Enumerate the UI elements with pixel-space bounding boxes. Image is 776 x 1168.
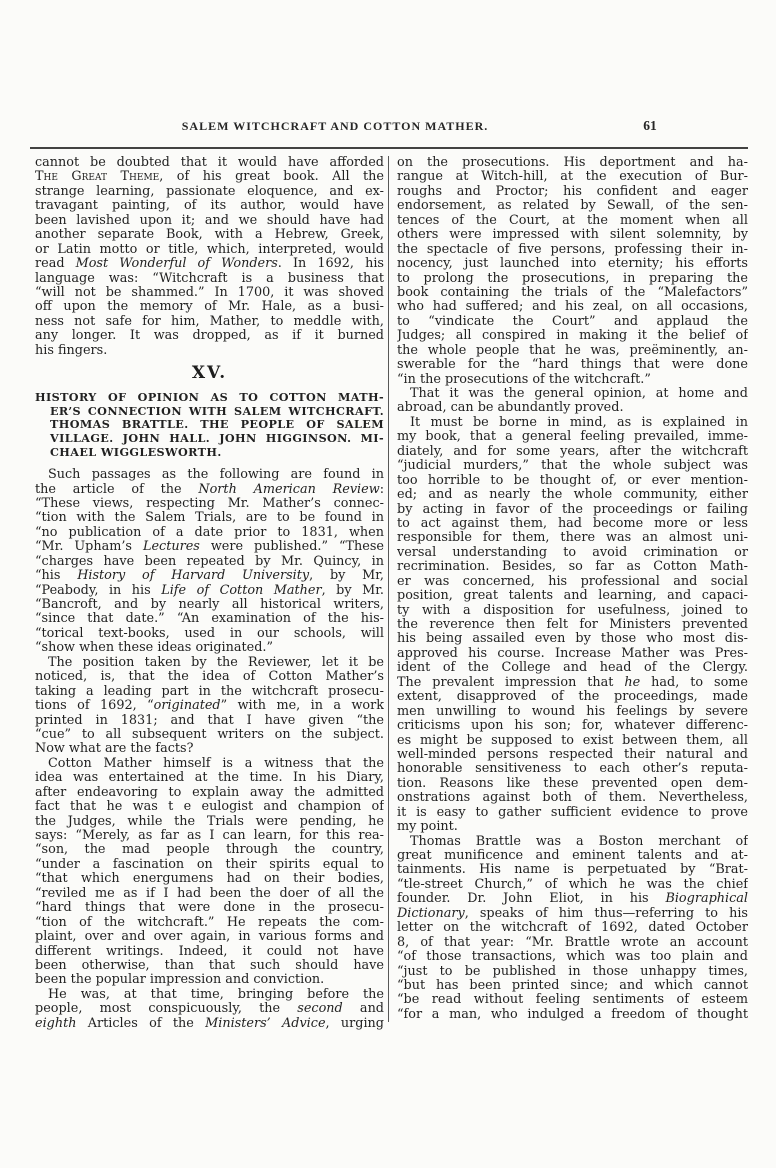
italic-text: Dictionary — [397, 906, 465, 921]
text-line: “judicial murders,” that the whole subject was — [397, 459, 748, 474]
italic-text: originated — [153, 699, 221, 714]
text-line: tainments. His name is perpetuated by “Brat- — [397, 863, 748, 878]
right-column — [397, 156, 748, 1031]
text-line: ty with a disposition for usefulness, joined to — [397, 603, 748, 618]
text-line: tions of 1692, “originated” with me, in a work — [35, 699, 384, 714]
text-line: to prolong the prosecutions, in preparing the — [397, 271, 748, 286]
text-line: The position taken by the Reviewer, let it be — [48, 655, 384, 670]
text-line: the spectacle of five persons, professing their in- — [397, 242, 748, 257]
text-line: “be read without feeling sentiments of esteem — [397, 993, 748, 1008]
italic-text: Lectures — [142, 540, 200, 555]
text-line: “tle-street Church,” of which he was the chief — [397, 877, 748, 892]
text-line: another separate Book, with a Hebrew, Greek, — [35, 228, 384, 243]
text-line: eighth Articles of the Ministers’ Advice, urging — [35, 1016, 384, 1031]
left-column — [35, 156, 384, 1031]
text-line: “in the prosecutions of the witchcraft.” — [397, 372, 651, 387]
text-line: endorsement, as related by Sewall, of the sen- — [397, 199, 748, 214]
text-line: his fingers. — [35, 343, 108, 358]
text-line: “his History of Harvard University, by Mr, — [35, 569, 384, 584]
italic-text: he — [624, 675, 641, 690]
italic-text: Most Wonderful of Wonders — [75, 257, 278, 272]
text-line: HISTORY OF OPINION AS TO COTTON MATH- — [35, 391, 384, 405]
text-line: my point. — [397, 820, 458, 835]
text-line: tion. Reasons like these prevented open dem- — [397, 776, 748, 791]
text-line: plaint, over and over again, in various forms and — [35, 930, 384, 945]
text-line: recrimination. Besides, so far as Cotton Math- — [397, 560, 748, 575]
text-line: rangue at Witch-hill, at the execution of Bur- — [397, 170, 748, 185]
text-line: “These views, respecting Mr. Mather’s connec- — [35, 496, 384, 511]
text-line: CHAEL WIGGLESWORTH. — [50, 445, 222, 459]
text-line: “under a fascination on their spirits equal to — [35, 857, 384, 872]
text-line: er was concerned, his professional and social — [397, 574, 748, 589]
text-line: “no publication of a date prior to 1831, when — [35, 525, 384, 540]
text-line: The prevalent impression that he had, to some — [397, 675, 748, 690]
text-line: Judges; all conspired in making it the belief of — [397, 329, 748, 344]
text-line: strange learning, passionate eloquence, and ex- — [35, 184, 384, 199]
paragraph — [397, 387, 748, 416]
text-line: Cotton Mather himself is a witness that the — [48, 756, 384, 771]
text-line: read Most Wonderful of Wonders. In 1692, his — [35, 257, 384, 272]
text-line: tences of the Court, at the moment when all — [397, 213, 748, 228]
text-line: “since that date.” “An examination of the his- — [35, 612, 384, 627]
text-line: responsible for them, there was an almost uni- — [397, 531, 748, 546]
text-line: VILLAGE. JOHN HALL. JOHN HIGGINSON. MI- — [50, 431, 384, 445]
italic-text: Life of Cotton Mather — [161, 583, 322, 598]
text-line: others were impressed with silent solemnity, by — [397, 228, 748, 243]
text-line: “cue” to all subsequent writers on the subject. — [35, 727, 384, 742]
text-line: criticisms upon his son; for, whatever differenc- — [397, 719, 748, 734]
italic-text: North American Review — [198, 482, 380, 497]
text-line: “reviled me as if I had been the doer of all the — [35, 886, 384, 901]
text-line: approved his course. Increase Mather was Pres- — [397, 646, 748, 661]
text-line: “Bancroft, and by nearly all historical writers, — [35, 598, 384, 613]
text-line: great munificence and eminent talents and at- — [397, 849, 748, 863]
running-title: SALEM WITCHCRAFT AND COTTON MATHER. — [181, 119, 489, 133]
text-line: es might be supposed to exist between them, all — [397, 733, 748, 748]
text-line: “that which energumens had on their bodies, — [35, 872, 384, 887]
text-line: fact that he was t e eulogist and champion of — [35, 800, 384, 815]
text-line: It must be borne in mind, as is explained in — [410, 415, 748, 430]
paragraph — [35, 656, 384, 757]
text-line: men unwilling to wound his feelings by severe — [397, 704, 748, 719]
text-line: “Mr. Upham’s Lectures were published.” “These — [35, 540, 384, 555]
text-line: honorable sensitiveness to each other’s reputa- — [397, 762, 748, 777]
text-line: by acting in favor of the proceedings or failing — [397, 502, 748, 517]
page-number: 61 — [643, 118, 657, 133]
text-line: Now what are the facts? — [35, 742, 194, 757]
text-line: been otherwise, than that such should have — [35, 958, 384, 973]
text-line: “tion with the Salem Trials, are to be found in — [35, 511, 384, 526]
text-line: the reverence then felt for Ministers prevented — [397, 618, 748, 632]
text-line: Thomas Brattle was a Boston merchant of — [410, 834, 748, 849]
section-heading — [35, 391, 384, 459]
paragraph — [397, 835, 748, 1023]
text-line: noticed, is, that the idea of Cotton Mather’s — [35, 670, 384, 685]
paragraph — [35, 468, 384, 656]
text-line: Such passages as the following are found in — [48, 468, 384, 483]
text-line: language was: “Witchcraft is a business that — [35, 271, 384, 286]
text-line: printed in 1831; and that I have given “the — [35, 713, 384, 728]
text-line: founder. Dr. John Eliot, in his Biographical — [397, 892, 748, 907]
text-line: idea was entertained at the time. In his Diary, — [35, 771, 384, 786]
text-line: “just to be published in those unhappy times, — [397, 964, 748, 979]
text-line: been the popular impression and conviction. — [35, 973, 325, 988]
text-line: off upon the memory of Mr. Hale, as a busi- — [35, 300, 384, 315]
text-line: swerable for the “hard things that were done — [397, 358, 748, 373]
text-line: the article of the North American Review: — [35, 482, 384, 497]
text-line: abroad, can be abundantly proved. — [397, 401, 624, 416]
column-divider — [388, 156, 389, 1022]
text-line: the Judges, while the Trials were pending, he — [35, 814, 384, 829]
text-line: who had suffered; and his zeal, on all occasions, — [397, 300, 748, 315]
paragraph — [35, 988, 384, 1031]
italic-text: eighth — [35, 1016, 77, 1031]
text-line: “but has been printed since; and which cannot — [397, 978, 748, 993]
text-line: The Great Theme, of his great book. All the — [35, 170, 384, 185]
text-line: “for a man, who indulged a freedom of thought — [397, 1007, 748, 1022]
text-columns — [35, 156, 748, 1031]
text-line: my book, that a general feeling prevailed, imme- — [397, 430, 748, 445]
smallcaps-text: The Great Theme — [35, 170, 160, 185]
text-line: Dictionary, speaks of him thus—referring to his — [397, 906, 748, 921]
italic-text: second — [297, 1002, 343, 1017]
text-line: to “vindicate the Court” and applaud the — [397, 314, 748, 329]
text-line: it is easy to gather sufficient evidence to prove — [397, 805, 748, 820]
text-line: after endeavoring to explain away the admitted — [35, 785, 384, 800]
paragraph — [397, 156, 748, 387]
text-line: roughs and Proctor; his confident and eager — [397, 184, 748, 199]
text-line: 8, of that year: “Mr. Brattle wrote an account — [397, 935, 748, 950]
italic-text: Biographical — [665, 892, 748, 907]
text-line: any longer. It was dropped, as if it burned — [35, 329, 384, 344]
text-line: versal understanding to avoid crimination or — [397, 545, 748, 560]
text-line: THOMAS BRATTLE. THE PEOPLE OF SALEM — [50, 418, 384, 432]
page-header — [35, 119, 748, 137]
text-line: “charges have been repeated by Mr. Quincy, in — [35, 554, 384, 569]
text-line: “torical text-books, used in our schools, will — [35, 626, 384, 641]
text-line: ness not safe for him, Mather, to meddle with, — [35, 314, 384, 329]
text-line: taking a leading part in the witchcraft prosecu- — [35, 684, 384, 699]
text-line: cannot be doubted that it would have afforded — [35, 156, 384, 170]
text-line: “tion of the witchcraft.” He repeats the com- — [35, 915, 384, 930]
italic-text: Ministers’ Advice — [205, 1016, 326, 1031]
text-line: ed; and as nearly the whole community, either — [397, 488, 748, 503]
text-line: ident of the College and head of the Clergy. — [397, 661, 748, 676]
text-line: too horrible to be thought of, or ever mention- — [397, 473, 748, 488]
text-line: “of those transactions, which was too plain and — [397, 950, 748, 965]
paragraph — [35, 156, 384, 358]
text-line: people, most conspicuously, the second and — [35, 1002, 384, 1017]
text-line: onstrations against both of them. Nevertheless, — [397, 791, 748, 806]
paragraph — [397, 416, 748, 835]
text-line: “Peabody, in his Life of Cotton Mather, by Mr. — [35, 583, 384, 598]
text-line: on the prosecutions. His deportment and ha- — [397, 156, 748, 170]
text-line: his being assailed even by those who most dis- — [397, 632, 748, 647]
text-line: “hard things that were done in the prosecu- — [35, 901, 384, 916]
text-line: “son, the mad people through the country, — [35, 843, 384, 858]
header-rule — [30, 147, 748, 149]
text-line: book containing the trials of the “Malefactors” — [397, 285, 748, 300]
text-line: or Latin motto or title, which, interpreted, would — [35, 242, 384, 257]
text-line: nocency, just launched into eternity; his efforts — [397, 257, 748, 272]
text-line: position, great talents and learning, and capaci- — [397, 589, 748, 604]
text-line: “show when these ideas originated.” — [35, 641, 274, 656]
text-line: diately, and for some years, after the witchcraft — [397, 444, 748, 459]
text-line: says: “Merely, as far as I can learn, for this rea- — [35, 829, 384, 844]
chapter-heading: XV. — [191, 363, 228, 384]
text-line: travagant painting, of its author, would have — [35, 199, 384, 214]
text-line: well-minded persons respected their natural and — [397, 747, 748, 762]
text-line: to act against them, had become more or less — [397, 516, 748, 531]
text-line: different writings. Indeed, it could not have — [35, 944, 384, 959]
text-line: He was, at that time, bringing before the — [48, 987, 384, 1002]
paragraph — [35, 757, 384, 988]
text-line: ER’S CONNECTION WITH SALEM WITCHCRAFT. — [50, 404, 384, 418]
text-line: the whole people that he was, preëminently, an- — [397, 343, 748, 358]
text-line: extent, disapproved of the proceedings, made — [397, 690, 748, 705]
text-line: letter on the witchcraft of 1692, dated October — [397, 921, 748, 936]
text-line: “will not be shammed.” In 1700, it was shoved — [35, 285, 384, 300]
text-line: That it was the general opinion, at home and — [410, 387, 748, 401]
italic-text: History of Harvard University — [77, 569, 310, 584]
text-line: been lavished upon it; and we should have had — [35, 213, 384, 228]
